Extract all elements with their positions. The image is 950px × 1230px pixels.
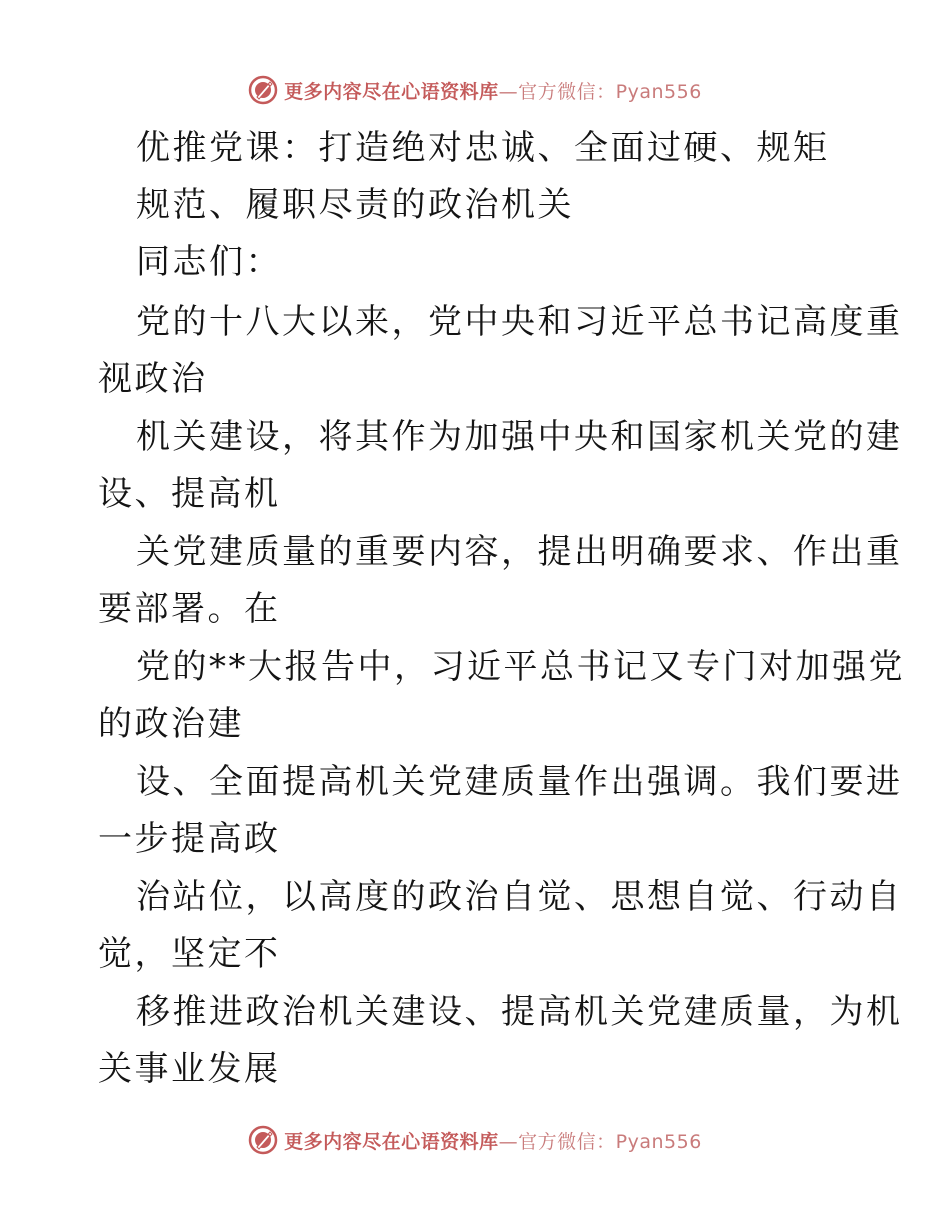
salutation: 同志们： [136,242,282,282]
paragraph-line: 移推进政治机关建设、提高机关党建质量，为机 [136,992,903,1032]
title-line-2: 规范、履职尽责的政治机关 [136,185,574,225]
pen-logo-icon [248,75,278,105]
header-banner [0,72,950,108]
pen-logo-icon [248,1125,278,1155]
paragraph-line: 设、提高机 [98,474,281,514]
paragraph-line: 视政治 [98,359,208,399]
header-wechat-text: —官方微信：Pyan556 [498,80,702,103]
paragraph-line: 关事业发展 [98,1049,281,1089]
paragraph-line: 关党建质量的重要内容，提出明确要求、作出重 [136,532,903,572]
header-brand-text: 更多内容尽在心语资料库 [284,80,499,103]
header-banner-inner [248,75,702,105]
footer-banner [0,1122,950,1158]
paragraph-line: 的政治建 [98,704,244,744]
paragraph-line: 觉，坚定不 [98,934,281,974]
header-banner-text [284,77,702,104]
footer-brand-text: 更多内容尽在心语资料库 [284,1130,499,1153]
paragraph-line: 一步提高政 [98,819,281,859]
paragraph-line: 党的**大报告中，习近平总书记又专门对加强党 [136,647,905,687]
paragraph-line: 党的十八大以来，党中央和习近平总书记高度重 [136,302,903,342]
paragraph-line: 机关建设，将其作为加强中央和国家机关党的建 [136,417,903,457]
footer-banner-text [284,1127,702,1154]
title-line-1: 优推党课：打造绝对忠诚、全面过硬、规矩 [136,128,830,168]
paragraph-line: 设、全面提高机关党建质量作出强调。我们要进 [136,762,903,802]
paragraph-line: 要部署。在 [98,589,281,629]
footer-banner-inner [248,1125,702,1155]
footer-wechat-text: —官方微信：Pyan556 [498,1130,702,1153]
paragraph-line: 治站位，以高度的政治自觉、思想自觉、行动自 [136,877,903,917]
